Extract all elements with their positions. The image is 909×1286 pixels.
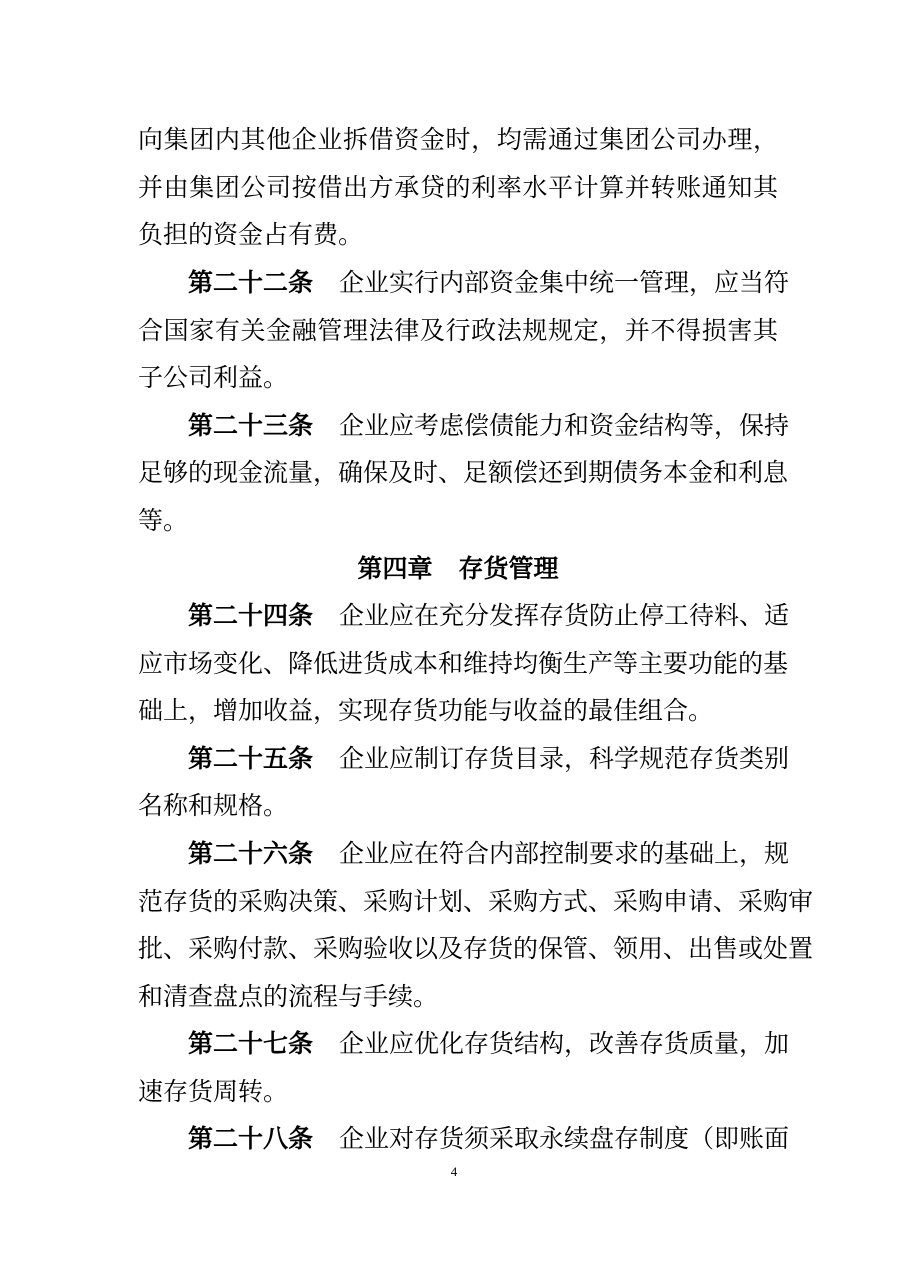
body-line: 足够的现金流量，确保及时、足额偿还到期债务本金和利息 (138, 458, 789, 487)
article-text: 企业对存货须采取永续盘存制度（即账面 (339, 1124, 790, 1153)
body-line: 速存货周转。 (138, 1077, 289, 1106)
article-text: 企业应在充分发挥存货防止停工待料、适 (339, 601, 790, 630)
article-text: 企业应考虑偿债能力和资金结构等，保持 (339, 411, 790, 440)
article-25-first-line (188, 739, 790, 779)
body-line: 子公司利益。 (138, 363, 289, 392)
chapter-number: 第四章 (357, 554, 433, 583)
article-27-first-line (188, 1024, 790, 1064)
article-26-first-line (188, 834, 790, 874)
body-line: 名称和规格。 (138, 791, 289, 820)
article-number: 第二十七条 (188, 1029, 314, 1058)
body-line: 批、采购付款、采购验收以及存货的保管、领用、出售或处置 (138, 934, 814, 963)
article-23-first-line (188, 406, 790, 446)
article-text: 企业应制订存货目录，科学规范存货类别 (339, 744, 790, 773)
article-number: 第二十八条 (188, 1124, 314, 1153)
article-text: 企业应在符合内部控制要求的基础上，规 (339, 839, 790, 868)
article-number: 第二十六条 (188, 839, 314, 868)
article-number: 第二十二条 (188, 268, 314, 297)
body-line: 础上，增加收益，实现存货功能与收益的最佳组合。 (138, 696, 714, 725)
article-text: 企业应优化存货结构，改善存货质量，加 (339, 1029, 790, 1058)
body-line: 应市场变化、降低进货成本和维持均衡生产等主要功能的基 (138, 649, 789, 678)
article-number: 第二十五条 (188, 744, 314, 773)
article-28-first-line (188, 1119, 790, 1159)
article-22-first-line (188, 263, 790, 303)
page-number: 4 (450, 1164, 458, 1179)
body-line: 向集团内其他企业拆借资金时，均需通过集团公司办理， (138, 125, 778, 154)
body-line: 并由集团公司按借出方承贷的利率水平计算并转账通知其 (138, 173, 778, 202)
article-number: 第二十三条 (188, 411, 314, 440)
article-24-first-line (188, 596, 790, 636)
body-line: 负担的资金占有费。 (138, 220, 364, 249)
article-text: 企业实行内部资金集中统一管理，应当符 (339, 268, 790, 297)
body-line: 和清查盘点的流程与手续。 (138, 982, 439, 1011)
chapter-title: 存货管理 (458, 554, 559, 583)
article-number: 第二十四条 (188, 601, 314, 630)
body-line: 范存货的采购决策、采购计划、采购方式、采购申请、采购审 (138, 887, 814, 916)
chapter-heading (138, 549, 778, 589)
body-line: 等。 (138, 506, 189, 535)
body-line: 合国家有关金融管理法律及行政法规规定，并不得损害其 (138, 316, 778, 345)
